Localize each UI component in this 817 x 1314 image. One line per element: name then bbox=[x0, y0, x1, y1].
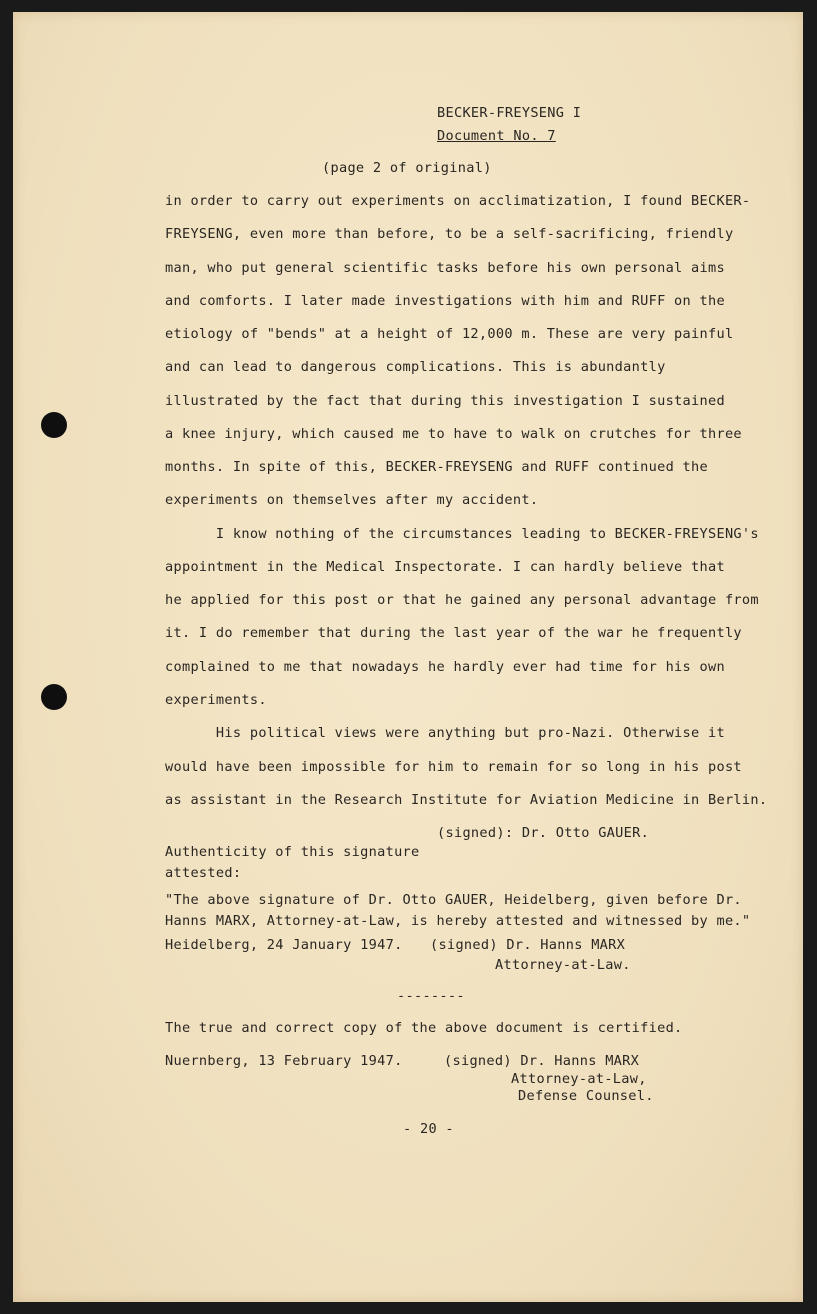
attestation-quote-cont: Hanns MARX, Attorney-at-Law, is hereby attested and witnessed by me." bbox=[165, 913, 751, 929]
body-line: months. In spite of this, BECKER-FREYSENG and RUFF continued the bbox=[165, 459, 708, 475]
attestation-label: Authenticity of this signature bbox=[165, 844, 420, 860]
page-note: (page 2 of original) bbox=[322, 160, 492, 176]
certification-role: Defense Counsel. bbox=[518, 1088, 654, 1104]
body-line: a knee injury, which caused me to have to walk on crutches for three bbox=[165, 426, 742, 442]
body-line: experiments. bbox=[165, 692, 267, 708]
body-line: as assistant in the Research Institute for Aviation Medicine in Berlin. bbox=[165, 792, 768, 808]
separator-line: -------- bbox=[397, 988, 465, 1004]
body-line: His political views were anything but pro-Nazi. Otherwise it bbox=[165, 725, 725, 741]
punch-hole-upper bbox=[41, 412, 67, 438]
body-line: experiments on themselves after my accident. bbox=[165, 492, 539, 508]
body-line: appointment in the Medical Inspectorate. I can hardly believe that bbox=[165, 559, 725, 575]
body-line: would have been impossible for him to remain for so long in his post bbox=[165, 759, 742, 775]
attestation-label-cont: attested: bbox=[165, 865, 242, 881]
certification-title: Attorney-at-Law, bbox=[511, 1071, 647, 1087]
attestation-signature: (signed) Dr. Hanns MARX bbox=[430, 937, 626, 953]
body-line: FREYSENG, even more than before, to be a self-sacrificing, friendly bbox=[165, 226, 734, 242]
body-line: etiology of "bends" at a height of 12,000 m. These are very painful bbox=[165, 326, 734, 342]
body-line: man, who put general scientific tasks before his own personal aims bbox=[165, 260, 725, 276]
header-document-number: Document No. 7 bbox=[437, 128, 556, 144]
attestation-place-date: Heidelberg, 24 January 1947. bbox=[165, 937, 403, 953]
body-line: he applied for this post or that he gained any personal advantage from bbox=[165, 592, 759, 608]
body-line: and can lead to dangerous complications. This is abundantly bbox=[165, 359, 666, 375]
header-defendant: BECKER-FREYSENG I bbox=[437, 105, 582, 121]
body-line: illustrated by the fact that during this investigation I sustained bbox=[165, 393, 725, 409]
certification-text: The true and correct copy of the above document is certified. bbox=[165, 1020, 683, 1036]
attestation-quote: "The above signature of Dr. Otto GAUER, Heidelberg, given before Dr. bbox=[165, 892, 742, 908]
body-line: it. I do remember that during the last year of the war he frequently bbox=[165, 625, 742, 641]
body-line: in order to carry out experiments on acclimatization, I found BECKER- bbox=[165, 193, 751, 209]
punch-hole-lower bbox=[41, 684, 67, 710]
signature-gauer: (signed): Dr. Otto GAUER. bbox=[437, 825, 650, 841]
body-line: complained to me that nowadays he hardly ever had time for his own bbox=[165, 659, 725, 675]
page-number: - 20 - bbox=[403, 1121, 454, 1137]
certification-place-date: Nuernberg, 13 February 1947. bbox=[165, 1053, 403, 1069]
body-line: and comforts. I later made investigations with him and RUFF on the bbox=[165, 293, 725, 309]
body-line: I know nothing of the circumstances leading to BECKER-FREYSENG's bbox=[165, 526, 759, 542]
attestation-title: Attorney-at-Law. bbox=[495, 957, 631, 973]
certification-signature: (signed) Dr. Hanns MARX bbox=[444, 1053, 640, 1069]
